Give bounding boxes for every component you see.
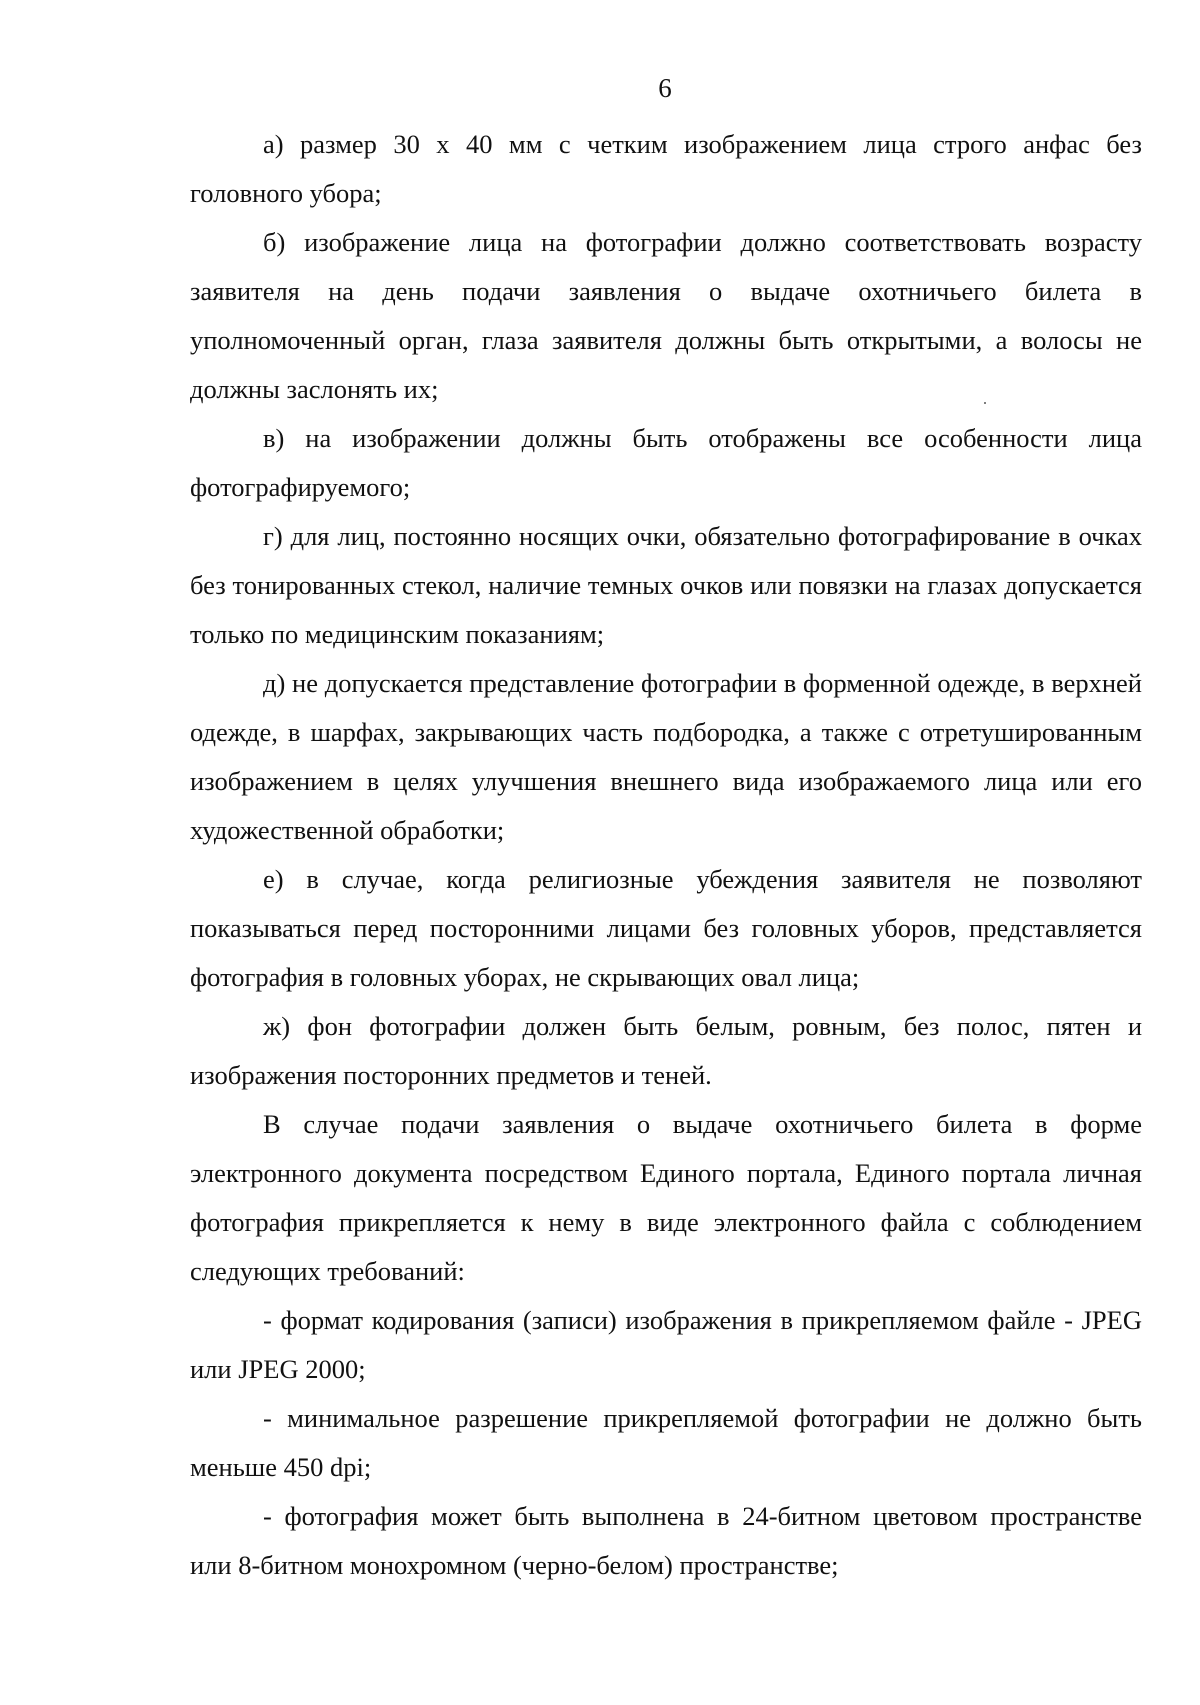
paragraph-zh: ж) фон фотографии должен быть белым, ровным, без полос, пятен и изображения посторонних предметов и теней.	[190, 1011, 1142, 1090]
paragraph-v: в) на изображении должны быть отображены все особенности лица фотографируемого;	[190, 423, 1142, 502]
paragraph-e: е) в случае, когда религиозные убеждения заявителя не позволяют показываться перед посторонними лицами без головных уборов, представляется фотография в головных уборах, не скрывающих овал лица;	[190, 864, 1142, 992]
paragraph-b: б) изображение лица на фотографии должно соответствовать возрасту заявителя на день подачи заявления о выдаче охотничьего билета в уполномоченный орган, глаза заявителя должны быть открытыми, а волосы не должны заслонять их;	[190, 227, 1142, 404]
paragraph-g: г) для лиц, постоянно носящих очки, обязательно фотографирование в очках без тонированных стекол, наличие темных очков или повязки на глазах допускается только по медицинским показаниям;	[190, 521, 1142, 649]
requirement-color-space: - фотография может быть выполнена в 24-битном цветовом пространстве или 8-битном монохромном (черно-белом) пространстве;	[190, 1501, 1142, 1580]
paragraph-electronic-submission: В случае подачи заявления о выдаче охотничьего билета в форме электронного документа посредством Единого портала, Единого портала личная фотография прикрепляется к нему в виде электронного файла с соблюдением следующих требований:	[190, 1109, 1142, 1286]
page-number-text: 6	[658, 73, 672, 103]
paragraph-d: д) не допускается представление фотографии в форменной одежде, в верхней одежде, в шарфах, закрывающих часть подбородка, а также с отретушированным изображением в целях улучшения внешнего вида изображаемого лица или его художественной обработки;	[190, 668, 1142, 845]
requirement-resolution: - минимальное разрешение прикрепляемой фотографии не должно быть меньше 450 dpi;	[190, 1403, 1142, 1482]
requirement-format: - формат кодирования (записи) изображения в прикрепляемом файле - JPEG или JPEG 2000;	[190, 1305, 1142, 1384]
paragraph-a: а) размер 30 х 40 мм с четким изображением лица строго анфас без головного убора;	[190, 129, 1142, 208]
document-body	[190, 120, 1142, 1590]
page-number	[0, 75, 1200, 102]
